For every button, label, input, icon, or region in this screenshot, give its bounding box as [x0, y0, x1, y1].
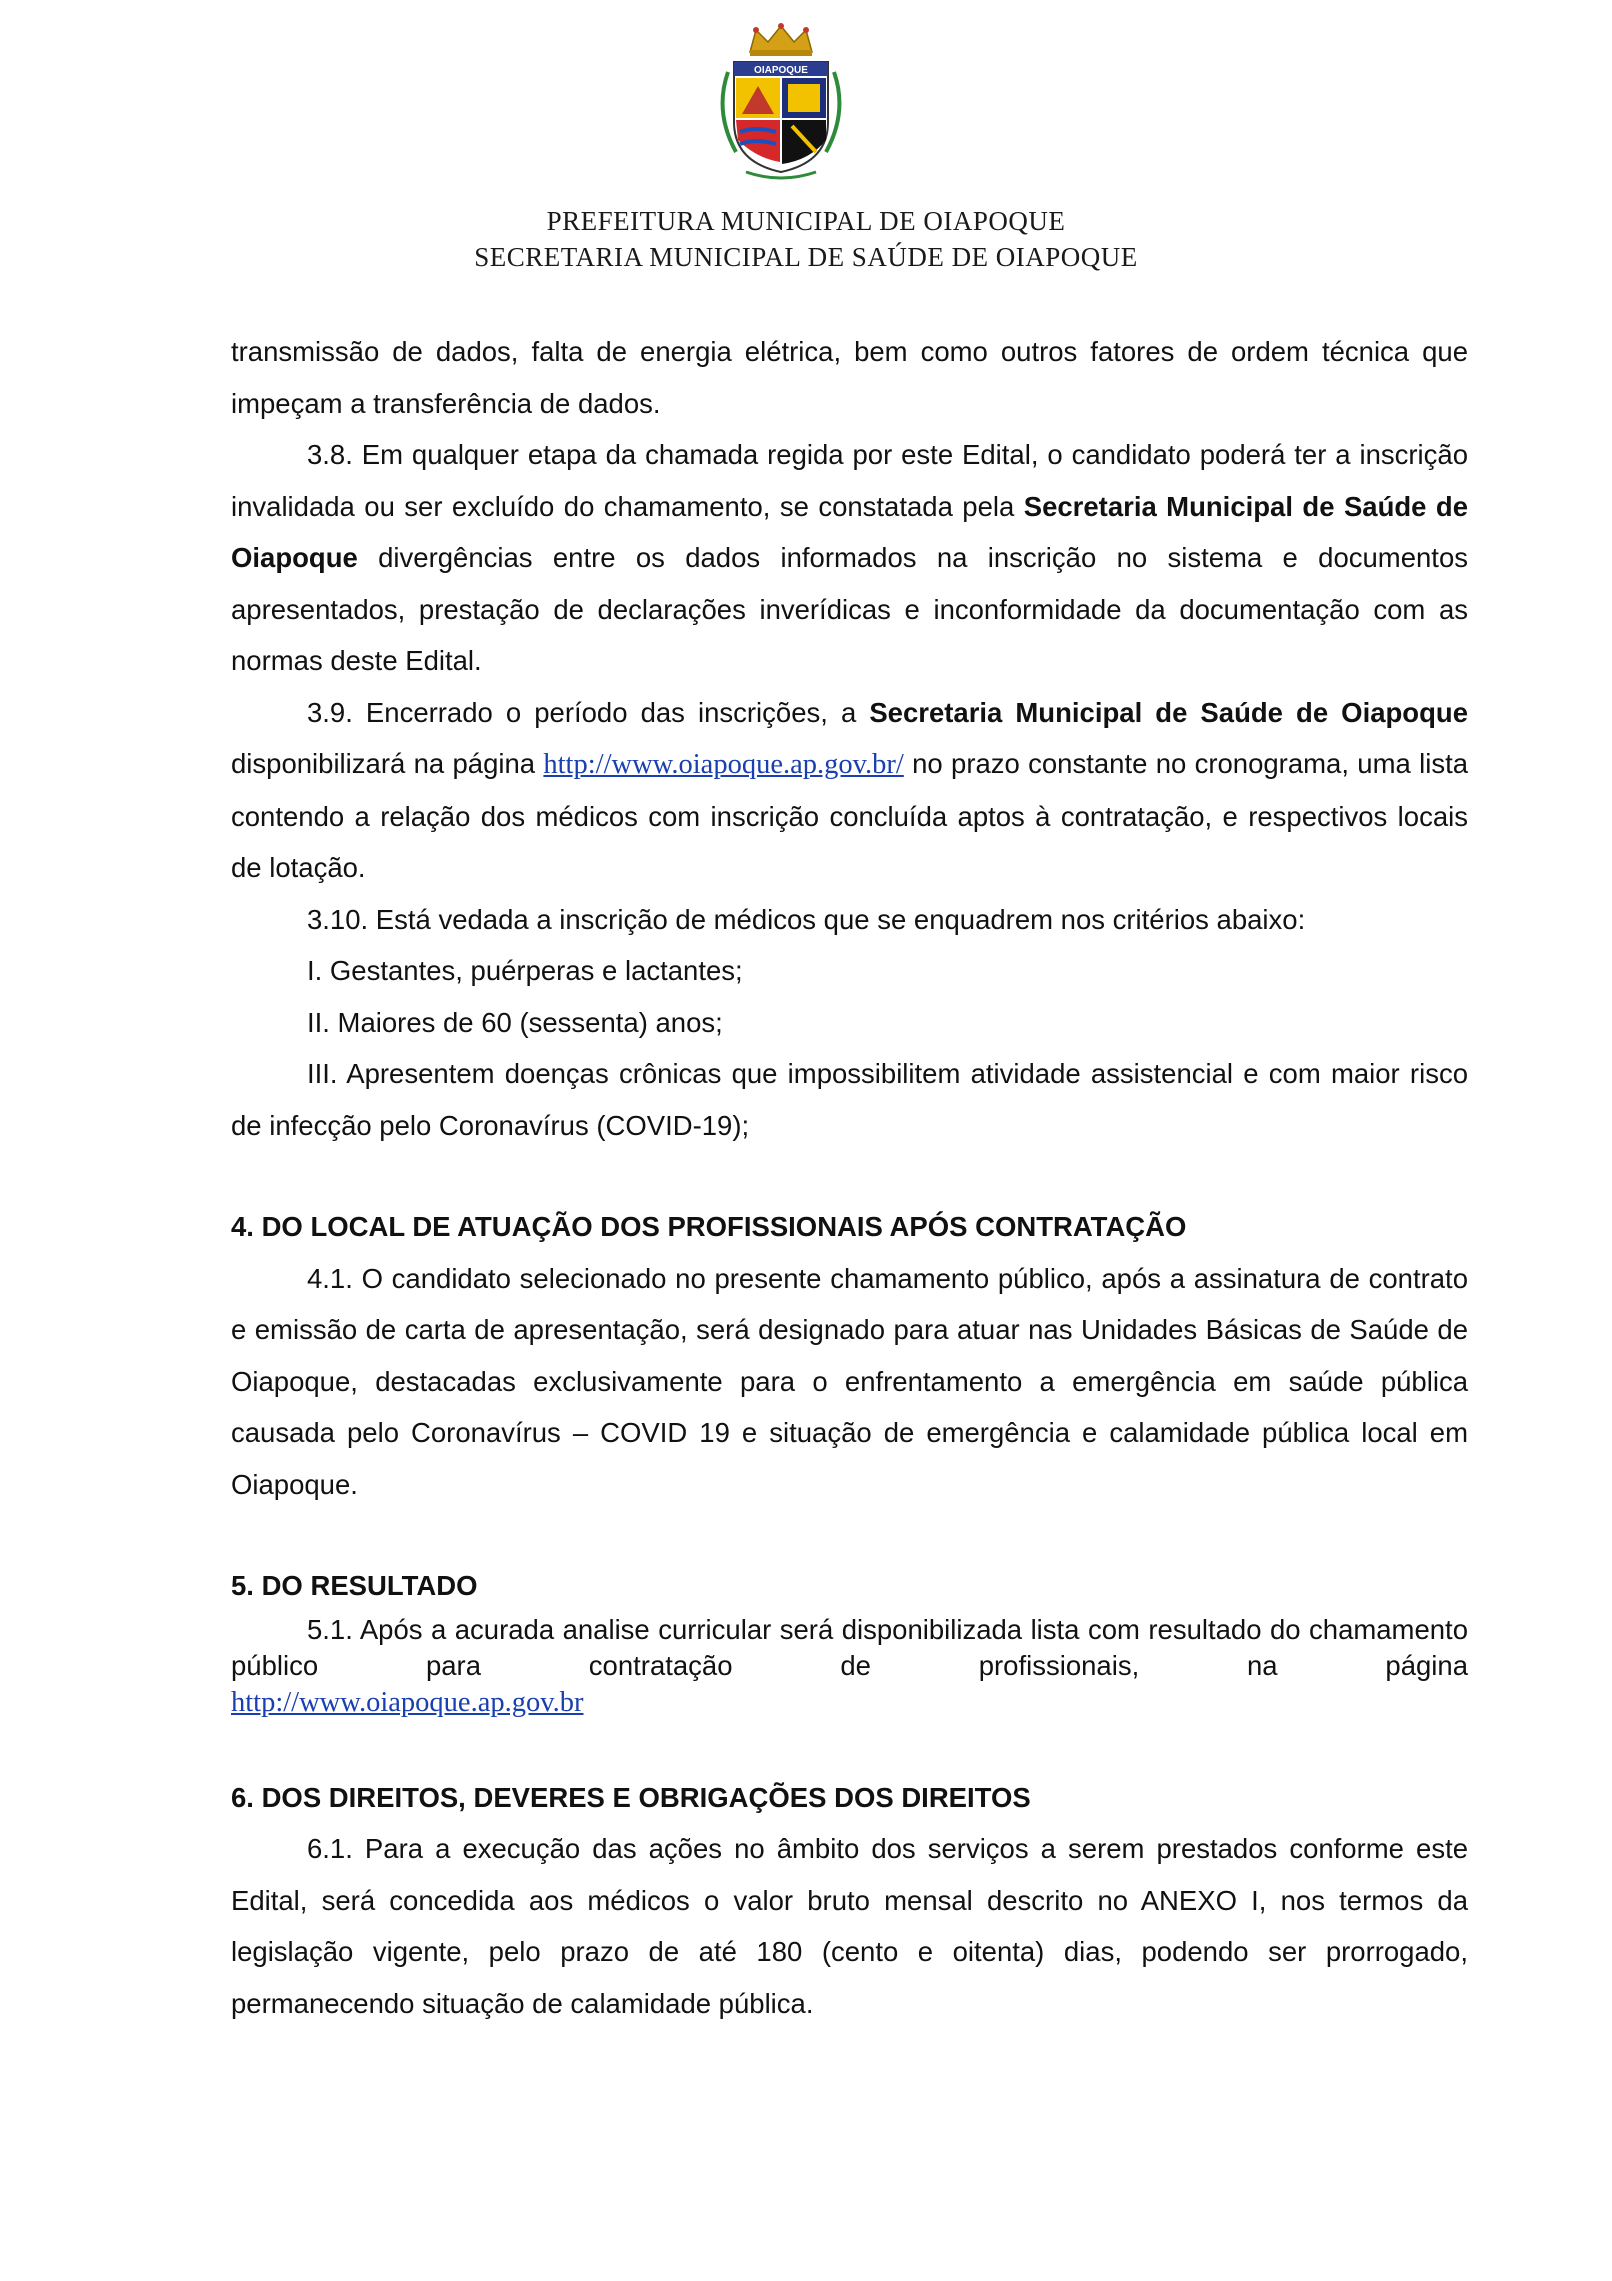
section-heading-6: 6. DOS DIREITOS, DEVERES E OBRIGAÇÕES DOS DIREITOS [231, 1781, 1031, 1813]
p38-bold-secretaria: Secretaria Municipal de Saúde de Oiapoque [231, 490, 1468, 573]
section-heading-4: 4. DO LOCAL DE ATUAÇÃO DOS PROFISSIONAIS APÓS CONTRATAÇÃO [231, 1211, 1187, 1242]
paragraph-5-1-link-line [231, 1684, 1468, 1721]
list-item-i: I. Gestantes, puérperas e lactantes; [307, 955, 743, 986]
p38-text-a: 3.8. Em qualquer etapa da chamada regida por este Edital, o candidato poderá ter a inscrição invalidada ou ser excluído do chamamento, se constatada pela [231, 439, 1468, 522]
oiapoque-website-link[interactable]: http://www.oiapoque.ap.gov.br/ [543, 749, 904, 780]
document-body [231, 326, 1468, 2029]
p39-text-b: disponibilizará na página [231, 748, 544, 779]
list-item-iii: III. Apresentem doenças crônicas que impossibilitem atividade assistencial e com maior risco de infecção pelo Coronavírus (COVID-19); [231, 1058, 1468, 1141]
p38-text-b: divergências entre os dados informados na inscrição no sistema e documentos apresentados, prestação de declarações inverídicas e inconformidade da documentação com as normas deste Edital. [231, 542, 1468, 676]
municipal-crest-logo [706, 22, 856, 182]
paragraph-4-1: 4.1. O candidato selecionado no presente chamamento público, após a assinatura de contrato e emissão de carta de apresentação, será designado para atuar nas Unidades Básicas de Saúde de Oiapoque, destacadas exclusivamente para o enfrentamento a emergência em saúde pública causada pelo Coronavírus – COVID 19 e situação de emergência e calamidade pública local em Oiapoque. [231, 1262, 1468, 1500]
p39-bold-secretaria: Secretaria Municipal de Saúde de Oiapoque [869, 696, 1468, 728]
list-item-ii: II. Maiores de 60 (sessenta) anos; [307, 1006, 723, 1038]
paragraph-3-10: 3.10. Está vedada a inscrição de médicos que se enquadrem nos critérios abaixo: [307, 903, 1306, 935]
p39-text-a: 3.9. Encerrado o período das inscrições, a [307, 696, 870, 728]
paragraph-3-9 [231, 687, 1468, 894]
spacer [231, 1510, 1468, 1560]
spacer [231, 1151, 1468, 1201]
paragraph-5-1: 5.1. Após a acurada analise curricular será disponibilizada lista com resultado do chamamento público para contratação de profissionais, na página [231, 1613, 1468, 1681]
spacer [231, 1721, 1468, 1772]
header-secretaria: SECRETARIA MUNICIPAL DE SAÚDE DE OIAPOQUE [474, 242, 1138, 272]
paragraph-6-1: 6.1. Para a execução das ações no âmbito dos serviços a serem prestados conforme este Edital, será concedida aos médicos o valor bruto mensal descrito no ANEXO I, nos termos da legislação vigente, pelo prazo de até 180 (cento e oitenta) dias, podendo ser prorrogado, permanecendo situação de calamidade pública. [231, 1833, 1468, 2019]
oiapoque-result-link[interactable]: http://www.oiapoque.ap.gov.br [231, 1686, 584, 1718]
section-heading-5: 5. DO RESULTADO [231, 1570, 478, 1601]
paragraph-continued: transmissão de dados, falta de energia elétrica, bem como outros fatores de ordem técnica que impeçam a transferência de dados. [231, 336, 1468, 419]
paragraph-3-8 [231, 429, 1468, 687]
crest-banner-text: OIAPOQUE [754, 65, 808, 76]
header-prefeitura: PREFEITURA MUNICIPAL DE OIAPOQUE [546, 206, 1066, 236]
p39-text-c: no prazo constante no cronograma, uma lista contendo a relação dos médicos com inscrição concluída aptos à contratação, e respectivos locais de lotação. [231, 748, 1469, 883]
